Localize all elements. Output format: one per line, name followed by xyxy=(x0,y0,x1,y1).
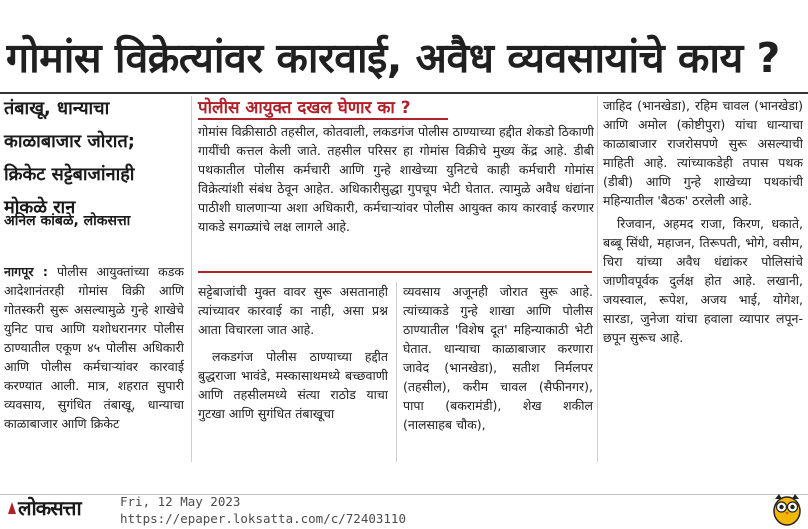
kicker xyxy=(4,92,184,224)
loksatta-logo[interactable] xyxy=(6,497,116,527)
column-1 xyxy=(4,262,184,462)
column-3: व्यवसाय अजूनही जोरात सुरू आहे. त्यांच्याकडे गुन्हे शाखा आणि पोलीस ठाण्यातील 'विशेष दूत' महिन्याकाठी भेटी घेतात. धान्याचा काळाबाजार करणारा जावेद (भानखेडा), सतीश निर्मलपर (तहसील), करीम चावल (सैफीनगर), पापा (बकरामंडी), शेख शकील (नालसाहब चौक), xyxy=(403,284,593,432)
kicker-line: मोकळे रान xyxy=(4,197,76,218)
column-4-paragraph: रिजवान, अहमद राजा, किरण, धकाते, बब्बू सिंधी, महाजन, तिरूपती, भोगे, वसीम, चिरा यांच्या अवैध धंद्यांकर पोलिसांचे जाणीवपूर्वक दुर्लक्ष होत आहे. लखानी, जयस्वाल, रूपेश, अजय भाई, योगेश, सारडा, जुनेजा यांचा हवाला व्यापार लपून-छपून सुरूच आहे. xyxy=(603,216,803,345)
logo-mark-icon xyxy=(6,500,18,516)
logo-text: लोकसत्ता xyxy=(18,496,81,520)
column-2 xyxy=(198,282,388,462)
column-1-text: पोलीस आयुक्तांच्या कडक आदेशानंतरही गोमांस विक्री आणि गोतस्करी सुरू असल्यामुळे गुन्हे शाखेचे युनिट पाच आणि यशोधरानगर पोलीस ठाण्यातील एकूण ४५ पोलीस अधिकारी आणि पोलीस कर्मचाऱ्यांवर कारवाई करण्यात आली. मात्र, शहरात सुपारी व्यवसाय, सुगंधित तंबाखू, धान्याचा काळाबाजार आणि क्रिकेट xyxy=(4,264,184,431)
byline: अनिल कांबळे, लोकसत्ता xyxy=(4,213,131,229)
kicker-line: तंबाखू, धान्याचा xyxy=(4,98,110,119)
kicker-line: काळाबाजार जोरात; xyxy=(4,131,135,152)
subhead: पोलीस आयुक्त दखल घेणार का ? xyxy=(198,98,411,118)
column-2-paragraph: लकडगंज पोलीस ठाण्याच्या हद्दीत बुद्धराजा भावंडे, मस्कासाथमध्ये बच्छवाणी आणि तहसीलमध्ये संत्या राठोड याचा गुटखा आणि सुगंधित तंबाखूचा xyxy=(198,349,388,421)
owl-icon[interactable] xyxy=(770,490,804,526)
intro-paragraph: गोमांस विक्रीसाठी तहसील, कोतवाली, लकडगंज पोलीस ठाण्याच्या हद्दीत शेकडो ठिकाणी गायींची कत्तल केली जाते. तहसील परिसर हा गोमांस विक्रीचे मुख्य केंद्र आहे. डीबी पथकातील पोलीस कर्मचारी आणि गुन्हे शाखेच्या युनिटचे काही कर्मचारी गोमांस विक्रेत्यांशी संबंध ठेवून आहेत. अधिकारीसुद्धा गुपचूप भेटी घेतात. त्यामुळे अवैध धंद्यांना पाठीशी घालणाऱ्या अशा अधिकारी, कर्मचाऱ्यांवर पोलीस आयुक्त काय कारवाई करणार याकडे सगळ्यांचे लक्ष लागले आहे. xyxy=(198,124,594,234)
column-2-paragraph: सट्टेबाजांची मुक्त वावर सुरू असतानाही त्यांच्यावर कारवाई का नाही, असा प्रश्न आता विचारला जात आहे. xyxy=(198,284,388,337)
column-divider xyxy=(396,282,397,462)
column-4-paragraph: जाहिद (भानखेडा), रहिम चावल (भानखेडा) आणि अमोल (कोष्टीपुरा) यांचा धान्याचा काळाबाजार राजरोसपणे सुरू असल्याची माहिती आहे. त्यांच्याकडेही तपास पथक (डीबी) आणि गुन्हे शाखेच्या पथकांची महिन्यातील 'बैठक' ठरलेली आहे. xyxy=(603,98,803,208)
column-divider xyxy=(191,96,192,462)
section-divider xyxy=(198,271,592,273)
footer-meta xyxy=(120,493,540,527)
dateline: नागपूर : xyxy=(4,264,48,279)
headline: गोमांस विक्रेत्यांवर कारवाई, अवैध व्यवसायांचे काय ? xyxy=(6,34,780,82)
subhead-underline xyxy=(198,118,448,120)
column-4 xyxy=(603,96,803,462)
column-divider xyxy=(597,96,598,462)
kicker-line: क्रिकेट सट्टेबाजांनाही xyxy=(4,164,135,185)
source-url[interactable]: https://epaper.loksatta.com/c/72403110 xyxy=(120,511,406,526)
edition-date: Fri, 12 May 2023 xyxy=(120,494,241,509)
